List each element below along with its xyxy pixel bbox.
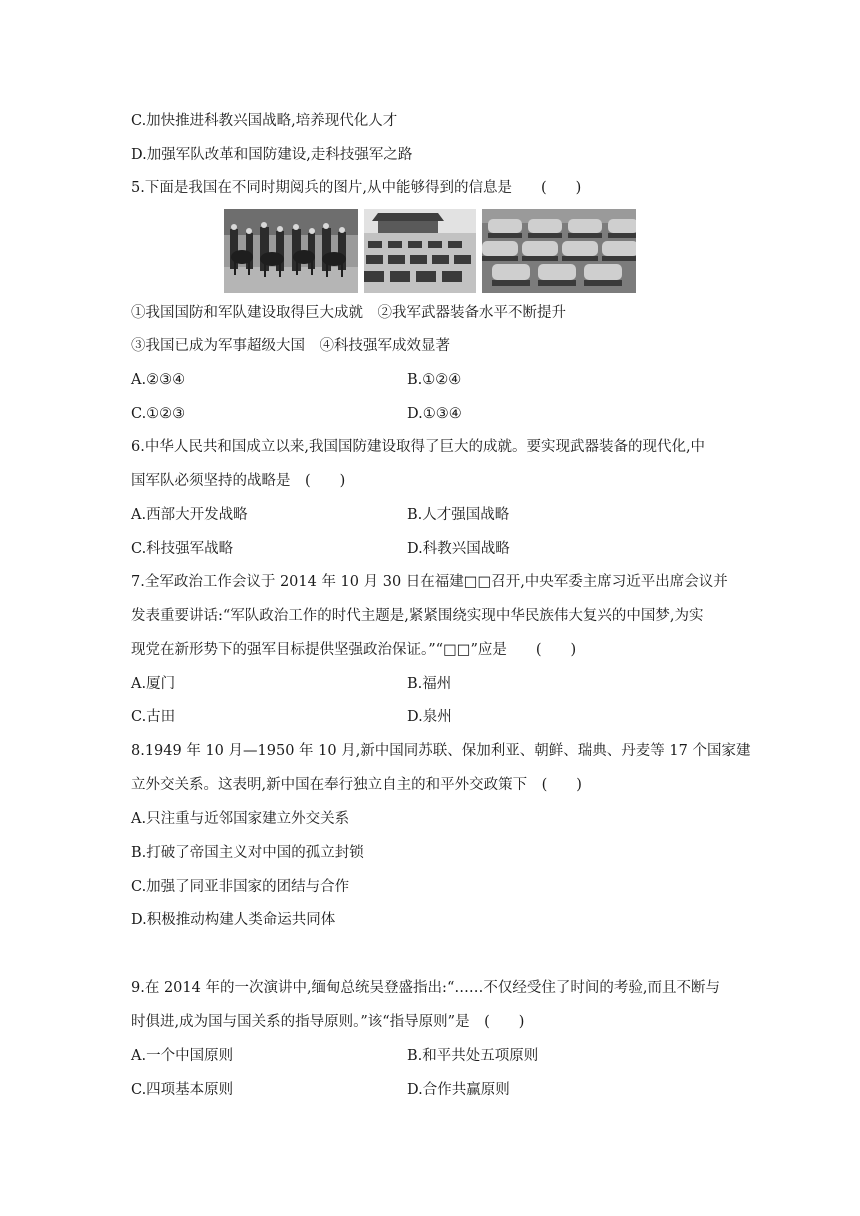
q8-stem-line-1: 8.1949 年 10 月—1950 年 10 月,新中国同苏联、保加利亚、朝鲜、瑞典、丹麦等 17 个国家建 <box>131 743 751 759</box>
q8-stem-line-2: 立外交关系。这表明,新中国在奉行独立自主的和平外交政策下 ( ) <box>131 777 582 793</box>
q5-stem: 5.下面是我国在不同时期阅兵的图片,从中能够得到的信息是 ( ) <box>131 180 582 196</box>
q4-option-c: C.加快推进科教兴国战略,培养现代化人才 <box>131 113 398 129</box>
q7-option-b: B.福州 <box>407 676 452 692</box>
q5-statements-line-2: ③我国已成为军事超级大国 ④科技强军成效显著 <box>131 338 450 354</box>
q6-option-a: A.西部大开发战略 <box>131 507 248 523</box>
q5-option-b: B.①②④ <box>407 372 462 388</box>
q9-option-d: D.合作共赢原则 <box>407 1082 510 1098</box>
q8-option-b: B.打破了帝国主义对中国的孤立封锁 <box>131 845 364 861</box>
q7-stem-line-1: 7.全军政治工作会议于 2014 年 10 月 30 日在福建□□召开,中央军委主席习近平出席会议并 <box>131 574 728 590</box>
q5-option-c: C.①②③ <box>131 406 186 422</box>
q7-stem-line-3: 现党在新形势下的强军目标提供坚强政治保证。”“□□”应是 ( ) <box>131 642 577 658</box>
q4-option-d: D.加强军队改革和国防建设,走科技强军之路 <box>131 147 413 163</box>
parade-photo-missiles <box>482 209 636 293</box>
q5-option-a: A.②③④ <box>131 372 186 388</box>
q7-option-a: A.厦门 <box>131 676 176 692</box>
q9-option-c: C.四项基本原则 <box>131 1082 234 1098</box>
q5-statements-line-1: ①我国国防和军队建设取得巨大成就 ②我军武器装备水平不断提升 <box>131 305 566 321</box>
q9-option-b: B.和平共处五项原则 <box>407 1048 539 1064</box>
parade-photo-cavalry <box>224 209 358 293</box>
q6-option-d: D.科教兴国战略 <box>407 541 510 557</box>
q8-option-c: C.加强了同亚非国家的团结与合作 <box>131 879 350 895</box>
q6-option-c: C.科技强军战略 <box>131 541 234 557</box>
q6-stem-line-2: 国军队必须坚持的战略是 ( ) <box>131 473 346 489</box>
q5-option-d: D.①③④ <box>407 406 462 422</box>
q8-option-d: D.积极推动构建人类命运共同体 <box>131 912 336 928</box>
q7-option-c: C.古田 <box>131 709 176 725</box>
q9-stem-line-2: 时俱进,成为国与国关系的指导原则。”该“指导原则”是 ( ) <box>131 1014 525 1030</box>
q7-stem-line-2: 发表重要讲话:“军队政治工作的时代主题是,紧紧围绕实现中华民族伟大复兴的中国梦,为实 <box>131 608 704 624</box>
q9-option-a: A.一个中国原则 <box>131 1048 234 1064</box>
parade-photo-vehicles <box>364 209 476 293</box>
q9-stem-line-1: 9.在 2014 年的一次演讲中,缅甸总统吴登盛指出:“……不仅经受住了时间的考验,而且不断与 <box>131 980 720 996</box>
q7-option-d: D.泉州 <box>407 709 452 725</box>
q6-option-b: B.人才强国战略 <box>407 507 510 523</box>
q6-stem-line-1: 6.中华人民共和国成立以来,我国国防建设取得了巨大的成就。要实现武器装备的现代化,中 <box>131 439 706 455</box>
parade-photos <box>224 209 636 293</box>
q8-option-a: A.只注重与近邻国家建立外交关系 <box>131 811 350 827</box>
